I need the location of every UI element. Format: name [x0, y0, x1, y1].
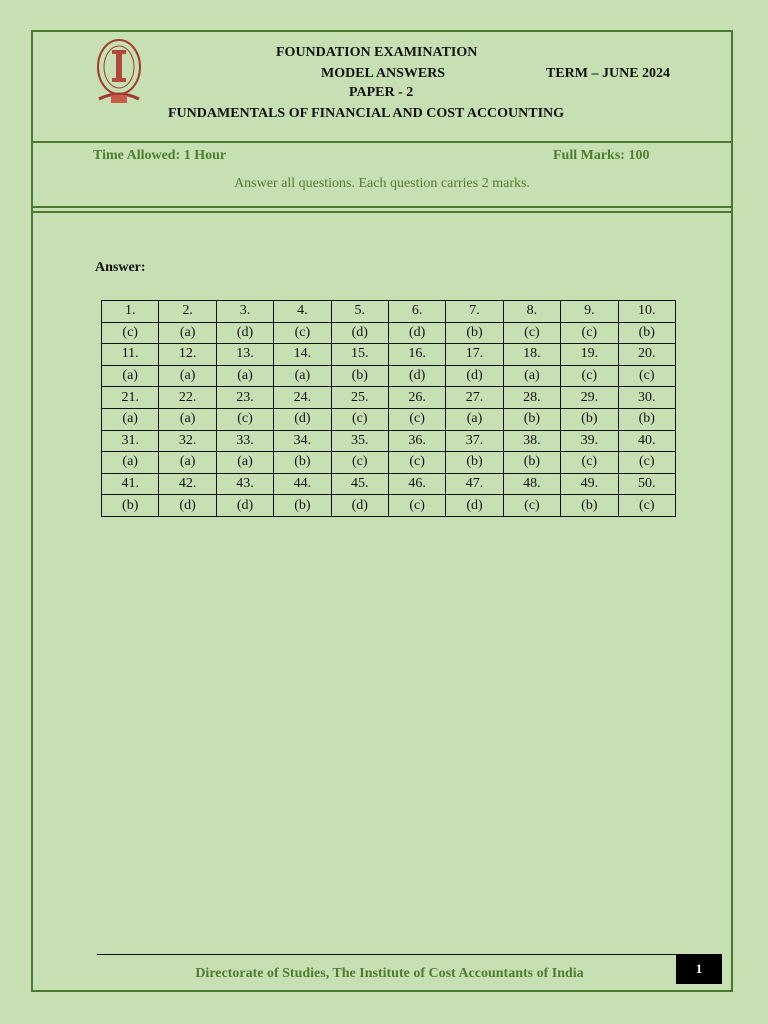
answer-cell: (b)	[561, 408, 618, 430]
question-number-cell: 35.	[331, 430, 388, 452]
answer-cell: (d)	[216, 495, 273, 517]
answer-cell: (c)	[561, 322, 618, 344]
answer-cell: (c)	[503, 322, 560, 344]
answer-cell: (a)	[159, 365, 216, 387]
question-number-row	[102, 473, 676, 495]
question-number-cell: 11.	[102, 344, 159, 366]
question-number-cell: 30.	[618, 387, 675, 409]
question-number-cell: 31.	[102, 430, 159, 452]
question-number-cell: 17.	[446, 344, 503, 366]
question-number-cell: 34.	[274, 430, 331, 452]
answer-cell: (b)	[561, 495, 618, 517]
header	[33, 32, 731, 142]
question-number-cell: 21.	[102, 387, 159, 409]
answer-cell: (c)	[618, 365, 675, 387]
answer-row	[102, 452, 676, 474]
answer-label: Answer:	[95, 260, 146, 275]
time-allowed: Time Allowed: 1 Hour	[93, 148, 227, 163]
question-number-cell: 12.	[159, 344, 216, 366]
question-number-row	[102, 430, 676, 452]
answer-cell: (c)	[388, 495, 445, 517]
question-number-cell: 40.	[618, 430, 675, 452]
subject-title: FUNDAMENTALS OF FINANCIAL AND COST ACCOUNTING	[168, 106, 565, 121]
question-number-cell: 6.	[388, 301, 445, 323]
answer-cell: (a)	[503, 365, 560, 387]
answer-cell: (b)	[503, 452, 560, 474]
question-number-cell: 43.	[216, 473, 273, 495]
question-number-cell: 36.	[388, 430, 445, 452]
question-number-cell: 10.	[618, 301, 675, 323]
question-number-cell: 32.	[159, 430, 216, 452]
question-number-cell: 8.	[503, 301, 560, 323]
answer-row	[102, 495, 676, 517]
answer-cell: (a)	[102, 452, 159, 474]
answer-cell: (b)	[274, 452, 331, 474]
answer-cell: (d)	[388, 365, 445, 387]
answer-cell: (c)	[102, 322, 159, 344]
answer-cell: (b)	[446, 452, 503, 474]
answer-cell: (b)	[618, 322, 675, 344]
answer-row	[102, 322, 676, 344]
question-number-cell: 48.	[503, 473, 560, 495]
question-number-cell: 14.	[274, 344, 331, 366]
answer-row	[102, 408, 676, 430]
question-number-cell: 20.	[618, 344, 675, 366]
question-number-cell: 16.	[388, 344, 445, 366]
question-number-cell: 19.	[561, 344, 618, 366]
question-number-cell: 37.	[446, 430, 503, 452]
answer-cell: (b)	[503, 408, 560, 430]
answer-cell: (b)	[446, 322, 503, 344]
answer-cell: (c)	[561, 452, 618, 474]
question-number-cell: 9.	[561, 301, 618, 323]
question-number-cell: 38.	[503, 430, 560, 452]
answer-cell: (d)	[388, 322, 445, 344]
question-number-cell: 25.	[331, 387, 388, 409]
exam-title: FOUNDATION EXAMINATION	[276, 45, 478, 60]
meta-divider-2	[33, 211, 731, 213]
question-number-cell: 26.	[388, 387, 445, 409]
institute-logo	[93, 37, 145, 109]
page-number: 1	[676, 954, 722, 984]
question-number-row	[102, 387, 676, 409]
question-number-cell: 13.	[216, 344, 273, 366]
question-number-cell: 18.	[503, 344, 560, 366]
question-number-cell: 24.	[274, 387, 331, 409]
paper-label: PAPER - 2	[349, 85, 414, 100]
answer-cell: (b)	[618, 408, 675, 430]
header-divider	[33, 141, 731, 143]
answer-cell: (c)	[216, 408, 273, 430]
question-number-cell: 50.	[618, 473, 675, 495]
footer-rule	[97, 954, 682, 955]
term-label: TERM – JUNE 2024	[546, 66, 671, 81]
question-number-cell: 23.	[216, 387, 273, 409]
answer-cell: (d)	[331, 322, 388, 344]
answer-cell: (a)	[159, 322, 216, 344]
question-number-cell: 15.	[331, 344, 388, 366]
answer-cell: (c)	[618, 495, 675, 517]
footer-text: Directorate of Studies, The Institute of Cost Accountants of India	[195, 966, 584, 981]
question-number-cell: 45.	[331, 473, 388, 495]
answer-cell: (a)	[274, 365, 331, 387]
answer-cell: (d)	[159, 495, 216, 517]
question-number-row	[102, 301, 676, 323]
question-number-cell: 7.	[446, 301, 503, 323]
question-number-cell: 2.	[159, 301, 216, 323]
full-marks: Full Marks: 100	[553, 148, 650, 163]
instructions: Answer all questions. Each question carries 2 marks.	[234, 176, 530, 191]
page-frame	[31, 30, 733, 992]
answer-cell: (c)	[503, 495, 560, 517]
answer-cell: (a)	[216, 452, 273, 474]
answer-cell: (c)	[388, 408, 445, 430]
answer-cell: (a)	[216, 365, 273, 387]
answer-cell: (b)	[274, 495, 331, 517]
answer-cell: (b)	[331, 365, 388, 387]
question-number-cell: 22.	[159, 387, 216, 409]
question-number-cell: 1.	[102, 301, 159, 323]
question-number-cell: 44.	[274, 473, 331, 495]
question-number-cell: 42.	[159, 473, 216, 495]
question-number-cell: 3.	[216, 301, 273, 323]
answer-cell: (c)	[618, 452, 675, 474]
answer-cell: (c)	[331, 452, 388, 474]
question-number-cell: 41.	[102, 473, 159, 495]
answer-cell: (d)	[216, 322, 273, 344]
question-number-row	[102, 344, 676, 366]
question-number-cell: 47.	[446, 473, 503, 495]
answer-cell: (a)	[102, 408, 159, 430]
question-number-cell: 4.	[274, 301, 331, 323]
question-number-cell: 28.	[503, 387, 560, 409]
question-number-cell: 39.	[561, 430, 618, 452]
answer-cell: (a)	[446, 408, 503, 430]
answer-cell: (c)	[331, 408, 388, 430]
answer-cell: (d)	[274, 408, 331, 430]
question-number-cell: 5.	[331, 301, 388, 323]
question-number-cell: 46.	[388, 473, 445, 495]
answer-cell: (b)	[102, 495, 159, 517]
meta-divider-1	[33, 206, 731, 208]
question-number-cell: 27.	[446, 387, 503, 409]
answer-cell: (c)	[388, 452, 445, 474]
answer-cell: (a)	[102, 365, 159, 387]
answer-cell: (a)	[159, 452, 216, 474]
model-answers-title: MODEL ANSWERS	[321, 66, 446, 81]
answer-cell: (d)	[331, 495, 388, 517]
question-number-cell: 29.	[561, 387, 618, 409]
answer-cell: (c)	[561, 365, 618, 387]
question-number-cell: 49.	[561, 473, 618, 495]
answer-cell: (c)	[274, 322, 331, 344]
answer-table	[101, 300, 676, 517]
answer-cell: (d)	[446, 365, 503, 387]
answer-cell: (a)	[159, 408, 216, 430]
question-number-cell: 33.	[216, 430, 273, 452]
answer-row	[102, 365, 676, 387]
answer-cell: (d)	[446, 495, 503, 517]
